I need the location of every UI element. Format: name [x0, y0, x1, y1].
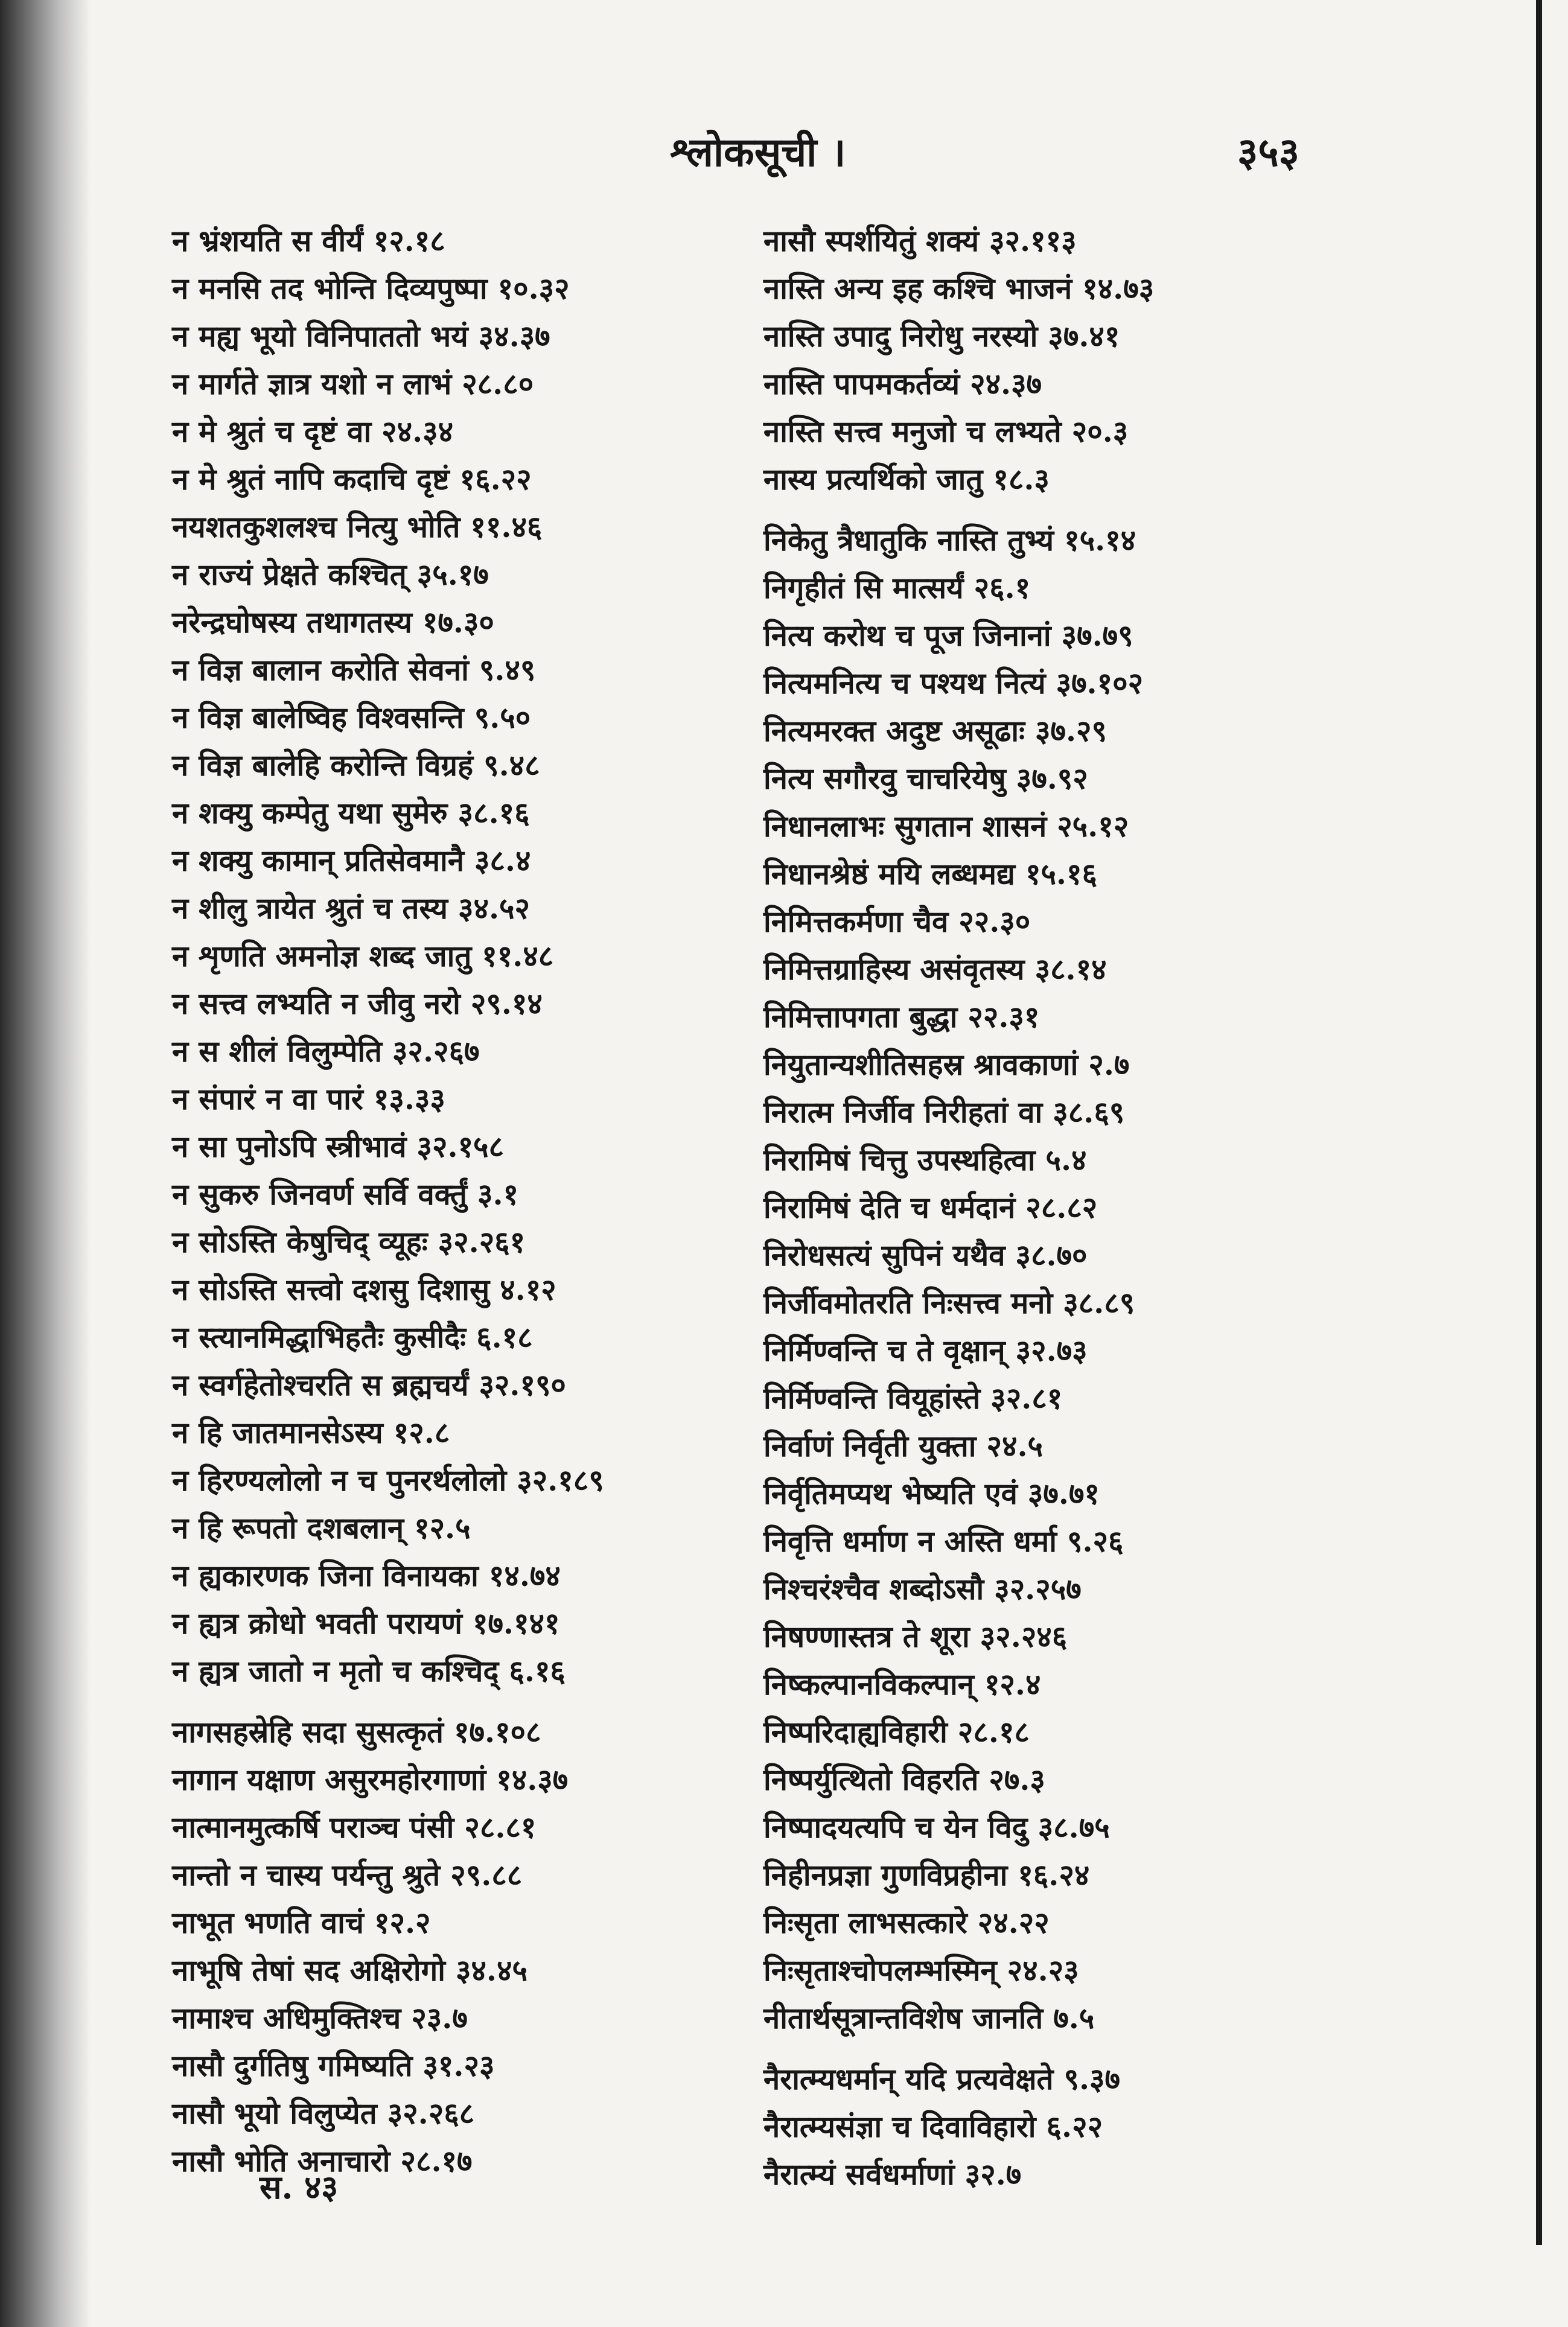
verse-index-entry: नागान यक्षाण असुरमहोरगाणां १४.३७ — [172, 1762, 569, 1797]
verse-index-entry: नीतार्थसूत्रान्तविशेष जानति ७.५ — [763, 2001, 1095, 2036]
verse-index-entry: नित्य करोथ च पूज जिनानां ३७.७९ — [763, 618, 1133, 653]
verse-index-entry: न मे श्रुतं च दृष्टं वा २४.३४ — [172, 414, 454, 449]
verse-index-entry: न स्त्यानमिद्धाभिहतैः कुसीदैः ६.१८ — [172, 1320, 533, 1355]
verse-index-entry: न राज्यं प्रेक्षते कश्चित् ३५.१७ — [172, 557, 489, 592]
verse-index-entry: निरामिषं देति च धर्मदानं २८.८२ — [763, 1190, 1098, 1225]
verse-index-entry: नासौ भोति अनाचारो २८.१७ — [172, 2144, 473, 2179]
verse-index-entry: नैरात्म्यसंज्ञा च दिवाविहारो ६.२२ — [763, 2109, 1103, 2144]
verse-index-entry: न हि जातमानसेऽस्य १२.८ — [172, 1415, 450, 1450]
verse-index-entry: निगृहीतं सि मात्सर्यं २६.१ — [763, 570, 1031, 605]
verse-index-entry: नागसहस्रेहि सदा सुसत्कृतं १७.१०८ — [172, 1714, 541, 1749]
verse-index-entry: न शीलु त्रायेत श्रुतं च तस्य ३४.५२ — [172, 891, 530, 926]
verse-index-entry: न विज्ञ बालेहि करोन्ति विग्रहं ९.४८ — [172, 748, 540, 783]
verse-index-entry: नाभूत भणति वाचं १२.२ — [172, 1905, 431, 1940]
verse-index-entry: नाभूषि तेषां सद अक्षिरोगो ३४.४५ — [172, 1953, 527, 1988]
verse-index-entry: न मार्गते ज्ञात्र यशो न लाभं २८.८० — [172, 366, 534, 401]
verse-index-entry: नास्ति सत्त्व मनुजो च लभ्यते २०.३ — [763, 414, 1129, 449]
verse-index-entry: नान्तो न चास्य पर्यन्तु श्रुते २९.८८ — [172, 1857, 523, 1892]
verse-index-entry: नैरात्म्यधर्मान् यदि प्रत्यवेक्षते ९.३७ — [763, 2061, 1120, 2096]
verse-index-entry: निरात्म निर्जीव निरीहतां वा ३८.६९ — [763, 1095, 1125, 1130]
verse-index-entry: निःसृताश्चोपलम्भस्मिन् २४.२३ — [763, 1953, 1079, 1988]
verse-index-entry: नात्मानमुत्कर्षि पराञ्च पंसी २८.८१ — [172, 1810, 537, 1845]
verse-index-entry: निकेतु त्रैधातुकि नास्ति तुभ्यं १५.१४ — [763, 523, 1136, 558]
verse-index-entry: न शक्यु कामान् प्रतिसेवमानै ३८.४ — [172, 843, 531, 878]
verse-index-entry: निःसृता लाभसत्कारे २४.२२ — [763, 1905, 1050, 1940]
verse-index-entry: न सा पुनोऽपि स्त्रीभावं ३२.१५८ — [172, 1129, 505, 1164]
verse-index-entry: न शृणति अमनोज्ञ शब्द जातु ११.४८ — [172, 938, 554, 973]
verse-index-entry: नासौ स्पर्शयितुं शक्यं ३२.११३ — [763, 223, 1077, 258]
verse-index-entry: निहीनप्रज्ञा गुणविप्रहीना १६.२४ — [763, 1857, 1090, 1892]
verse-index-entry: न स शीलं विलुम्पेति ३२.२६७ — [172, 1034, 480, 1069]
verse-index-entry: निर्मिण्वन्ति वियूहांस्ते ३२.८१ — [763, 1381, 1063, 1416]
verse-index-entry: निरामिषं चित्तु उपस्थहित्वा ५.४ — [763, 1142, 1087, 1177]
verse-index-entry: न सत्त्व लभ्यति न जीवु नरो २९.१४ — [172, 986, 543, 1021]
verse-index-entry: न मनसि तद भोन्ति दिव्यपुष्पा १०.३२ — [172, 271, 570, 306]
verse-index-entry: निषण्णास्तत्र ते शूरा ३२.२४६ — [763, 1619, 1068, 1654]
verse-index-entry: नित्यमरक्त अदुष्ट असूढाः ३७.२९ — [763, 713, 1107, 748]
signature-mark: स. ४३ — [260, 2168, 339, 2206]
verse-index-entry: न मे श्रुतं नापि कदाचि दृष्टं १६.२२ — [172, 462, 532, 497]
verse-index-entry: न शक्यु कम्पेतु यथा सुमेरु ३८.१६ — [172, 795, 530, 830]
verse-index-entry: न मह्य भूयो विनिपाततो भयं ३४.३७ — [172, 319, 550, 354]
verse-index-entry: निमित्तग्राहिस्य असंवृतस्य ३८.१४ — [763, 952, 1107, 987]
binding-shadow — [0, 0, 91, 2327]
verse-index-entry: न सोऽस्ति केषुचिद् व्यूहः ३२.२६१ — [172, 1224, 526, 1259]
verse-index-entry: न सुकरु जिनवर्ण सर्वि वर्क्तुं ३.१ — [172, 1177, 518, 1212]
verse-index-entry: नामाश्च अधिमुक्तिश्च २३.७ — [172, 2001, 468, 2036]
verse-index-entry: नित्यमनित्य च पश्यथ नित्यं ३७.१०२ — [763, 666, 1144, 701]
verse-index-entry: निरोधसत्यं सुपिनं यथैव ३८.७० — [763, 1238, 1088, 1273]
verse-index-entry: नयशतकुशलश्च नित्यु भोति ११.४६ — [172, 509, 543, 544]
verse-index-entry: न हि रूपतो दशबलान् १२.५ — [172, 1510, 471, 1545]
right-column — [763, 217, 1506, 2198]
verse-index-entry: नरेन्द्रघोषस्य तथागतस्य १७.३० — [172, 605, 494, 640]
verse-index-entry: न ह्यकारणक जिना विनायका १४.७४ — [172, 1558, 561, 1593]
verse-index-entry: न संपारं न वा पारं १३.३३ — [172, 1081, 445, 1116]
verse-index-entry: न विज्ञ बालेष्विह विश्वसन्ति ९.५० — [172, 700, 531, 735]
verse-index-entry: नासौ दुर्गतिषु गमिष्यति ३१.२३ — [172, 2048, 495, 2083]
verse-index-entry: नासौ भूयो विलुप्येत ३२.२६८ — [172, 2096, 475, 2131]
verse-index-entry: निधानलाभः सुगतान शासनं २५.१२ — [763, 809, 1129, 844]
running-head: श्लोकसूची । — [670, 129, 846, 176]
verse-index-entry: नैरात्म्यं सर्वधर्माणां ३२.७ — [763, 2157, 1022, 2192]
page-number: ३५३ — [1237, 129, 1299, 176]
verse-index-entry: निर्वृतिमप्यथ भेष्यति एवं ३७.७१ — [763, 1476, 1100, 1511]
verse-index-entry: न ह्यत्र जातो न मृतो च कश्चिद् ६.१६ — [172, 1654, 566, 1689]
verse-index-entry: न स्वर्गहेतोश्चरति स ब्रह्मचर्यं ३२.१९० — [172, 1367, 566, 1402]
page-edge-line — [1536, 0, 1542, 2245]
verse-index-entry: न भ्रंशयति स वीर्यं १२.१८ — [172, 223, 445, 258]
verse-index-entry: निष्कल्पानविकल्पान् १२.४ — [763, 1667, 1041, 1702]
verse-index-entry: निमित्तकर्मणा चैव २२.३० — [763, 904, 1031, 939]
verse-index-entry: नियुतान्यशीतिसहस्र श्रावकाणां २.७ — [763, 1047, 1130, 1082]
verse-index-entry: नास्ति उपादु निरोधु नरस्यो ३७.४१ — [763, 319, 1120, 354]
verse-index-entry: निष्पादयत्यपि च येन विदु ३८.७५ — [763, 1810, 1110, 1845]
verse-index-entry: निष्पर्युत्थितो विहरति २७.३ — [763, 1762, 1045, 1797]
verse-index-entry: न विज्ञ बालान करोति सेवनां ९.४९ — [172, 652, 536, 687]
verse-index-entry: न सोऽस्ति सत्त्वो दशसु दिशासु ४.१२ — [172, 1272, 556, 1307]
verse-index-entry: निमित्तापगता बुद्धा २२.३१ — [763, 999, 1040, 1034]
verse-index-entry: नित्य सगौरवु चाचरियेषु ३७.९२ — [763, 761, 1088, 796]
verse-index-entry: निवृत्ति धर्माण न अस्ति धर्मा ९.२६ — [763, 1524, 1124, 1559]
left-column — [172, 217, 776, 2185]
verse-index-entry: निश्चरंश्चैव शब्दोऽसौ ३२.२५७ — [763, 1571, 1082, 1606]
verse-index-entry: निर्मिण्वन्ति च ते वृक्षान् ३२.७३ — [763, 1333, 1088, 1368]
verse-index-entry: न हिरण्यलोलो न च पुनरर्थलोलो ३२.१८९ — [172, 1463, 604, 1498]
verse-index-entry: न ह्यत्र क्रोधो भवती परायणं १७.१४१ — [172, 1606, 560, 1641]
verse-index-entry: निष्परिदाह्यविहारी २८.१८ — [763, 1714, 1030, 1749]
verse-index-entry: निर्वाणं निर्वृती युक्ता २४.५ — [763, 1428, 1043, 1463]
verse-index-entry: नास्ति पापमकर्तव्यं २४.३७ — [763, 366, 1042, 401]
verse-index-entry: निधानश्रेष्ठं मयि लब्धमद्य १५.१६ — [763, 856, 1097, 891]
verse-index-entry: नास्ति अन्य इह कश्चि भाजनं १४.७३ — [763, 271, 1155, 306]
verse-index-entry: नास्य प्रत्यर्थिको जातु १८.३ — [763, 462, 1050, 497]
verse-index-entry: निर्जीवमोतरति निःसत्त्व मनो ३८.८९ — [763, 1285, 1135, 1320]
